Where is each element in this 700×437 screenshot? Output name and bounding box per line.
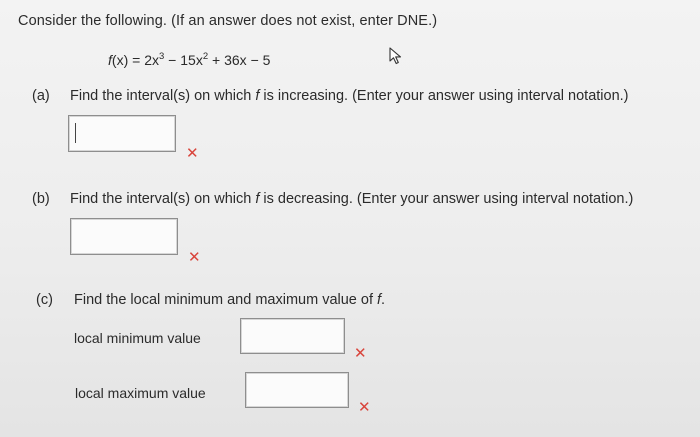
part-b-var: f <box>255 191 260 207</box>
part-a-var: f <box>255 88 260 104</box>
part-a-label <box>32 88 629 104</box>
local-min-input[interactable] <box>240 318 345 354</box>
part-b-text-after: is decreasing. (Enter your answer using interval notation.) <box>263 191 634 207</box>
term-3: 36x <box>224 52 247 68</box>
part-b-incorrect-icon: ✕ <box>188 249 201 266</box>
function-name: f <box>108 52 112 68</box>
exponent-2: 2 <box>202 51 209 62</box>
function-definition: $f(x) = 2x^3 - 15x^2 + 36x - 5$ <box>108 51 271 68</box>
part-b-text-before: Find the interval(s) on which <box>70 191 252 207</box>
exponent-1: 3 <box>158 51 165 62</box>
local-min-incorrect-icon: ✕ <box>354 345 367 362</box>
part-b-label <box>32 191 633 207</box>
question-prompt: Consider the following. (If an answer does not exist, enter DNE.) <box>18 13 438 29</box>
mouse-pointer-icon <box>388 47 404 65</box>
part-c-text-before: Find the local minimum and maximum value of <box>74 292 373 308</box>
part-a-text-after: is increasing. (Enter your answer using interval notation.) <box>263 88 629 104</box>
local-max-label: local maximum value <box>75 385 206 401</box>
function-variable: x <box>116 52 124 68</box>
operator-1: − <box>168 52 177 68</box>
part-c-text-after: . <box>381 292 386 308</box>
operator-2: + <box>212 52 221 68</box>
part-c-var: f <box>377 292 382 308</box>
local-max-input[interactable] <box>245 372 349 408</box>
term-1: 2x <box>144 52 159 68</box>
operator-3: − <box>250 52 259 68</box>
part-c-marker: (c) <box>36 292 53 308</box>
part-a-incorrect-icon: ✕ <box>186 145 199 162</box>
part-c-label <box>36 292 385 308</box>
local-max-incorrect-icon: ✕ <box>358 399 371 416</box>
part-a-marker: (a) <box>32 88 50 104</box>
part-b-marker: (b) <box>32 191 50 207</box>
part-a-text-before: Find the interval(s) on which <box>70 88 252 104</box>
term-2: 15x <box>180 52 203 68</box>
term-4: 5 <box>262 52 271 68</box>
part-b-answer-input[interactable] <box>70 218 178 255</box>
part-a-answer-input[interactable] <box>68 115 176 152</box>
text-caret <box>75 123 76 143</box>
local-min-label: local minimum value <box>74 330 201 346</box>
